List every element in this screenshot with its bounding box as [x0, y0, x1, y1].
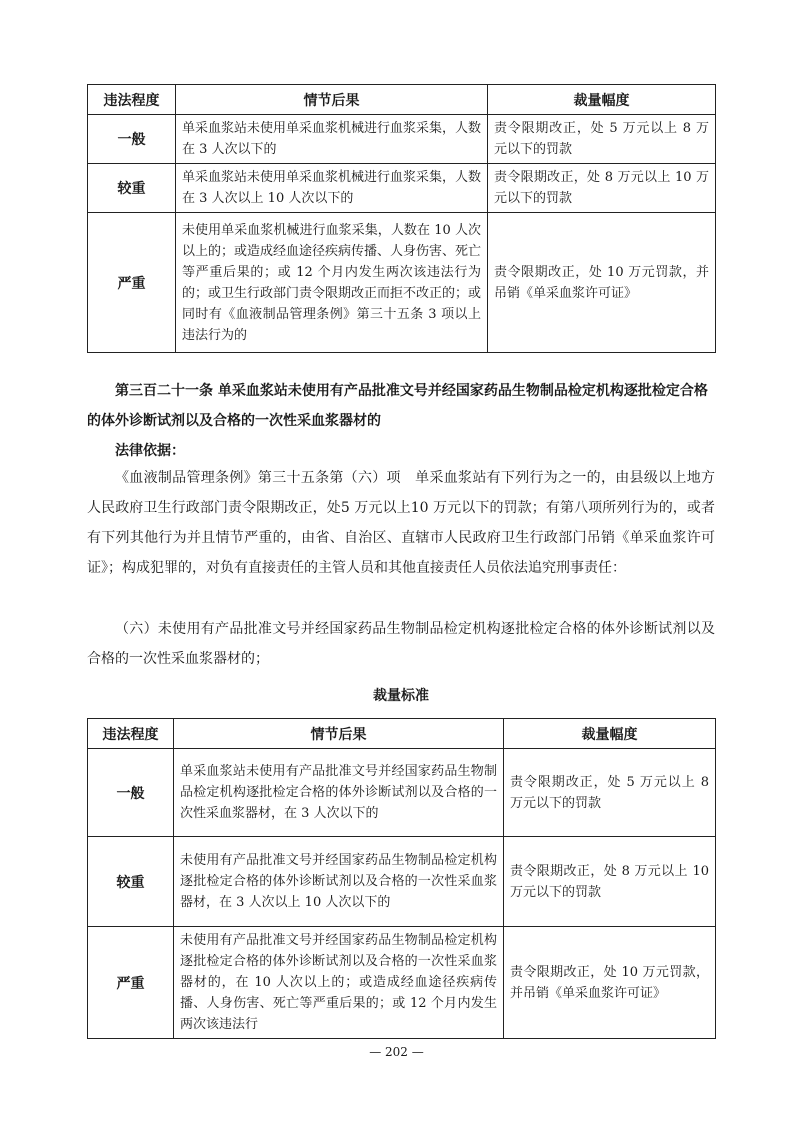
severity-cell: 严重	[88, 213, 176, 353]
circumstance-cell: 未使用有产品批准文号并经国家药品生物制品检定机构逐批检定合格的体外诊断试剂以及合格的一次性采血浆器材的，在 10 人次以上的；或造成经血途径疾病传播、人身伤害、死亡等严重后果的；或 12 个月内发生两次该违法行	[174, 927, 504, 1039]
header-severity: 违法程度	[88, 85, 176, 115]
legal-basis-label: 法律依据：	[115, 443, 185, 459]
legal-basis-paragraph: 《血液制品管理条例》第三十五条第（六）项 单采血浆站有下列行为之一的，由县级以上地方人民政府卫生行政部门责令限期改正，处5 万元以上10 万元以下的罚款；有第八项所列行为的，或者有下列其他行为并且情节严重的，由省、自治区、直辖市人民政府卫生行政部门吊销《单采血浆许可证》；构成犯罪的，对负有直接责任的主管人员和其他直接责任人员依法追究刑事责任：	[87, 470, 715, 576]
header-circumstance: 情节后果	[174, 719, 504, 749]
penalty-cell: 责令限期改正，处 8 万元以上 10 万元以下的罚款	[504, 837, 716, 927]
penalty-cell: 责令限期改正，处 10 万元罚款，并吊销《单采血浆许可证》	[488, 213, 716, 353]
penalty-cell: 责令限期改正，处 8 万元以上 10 万元以下的罚款	[488, 164, 716, 213]
penalty-cell: 责令限期改正，处 5 万元以上 8 万元以下的罚款	[488, 115, 716, 164]
header-penalty: 裁量幅度	[488, 85, 716, 115]
severity-cell: 较重	[88, 164, 176, 213]
severity-cell: 严重	[88, 927, 174, 1039]
table-row	[88, 213, 716, 353]
page-number: — 202 —	[369, 1045, 424, 1059]
standard-title: 裁量标准	[373, 688, 429, 704]
circumstance-cell: 单采血浆站未使用有产品批准文号并经国家药品生物制品检定机构逐批检定合格的体外诊断试剂以及合格的一次性采血浆器材，在 3 人次以下的	[174, 749, 504, 837]
discretion-table-2	[87, 718, 716, 1039]
circumstance-cell: 未使用有产品批准文号并经国家药品生物制品检定机构逐批检定合格的体外诊断试剂以及合格的一次性采血浆器材，在 3 人次以上 10 人次以下的	[174, 837, 504, 927]
severity-cell: 一般	[88, 115, 176, 164]
table-row	[88, 115, 716, 164]
table-header-row	[88, 719, 716, 749]
header-penalty: 裁量幅度	[504, 719, 716, 749]
penalty-cell: 责令限期改正，处 10 万元罚款，并吊销《单采血浆许可证》	[504, 927, 716, 1039]
penalty-cell: 责令限期改正，处 5 万元以上 8 万元以下的罚款	[504, 749, 716, 837]
table-row	[88, 749, 716, 837]
table-row	[88, 164, 716, 213]
discretion-table-1	[87, 84, 716, 353]
article-heading: 第三百二十一条 单采血浆站未使用有产品批准文号并经国家药品生物制品检定机构逐批检定合格的体外诊断试剂以及合格的一次性采血浆器材的	[87, 383, 708, 429]
circumstance-cell: 单采血浆站未使用单采血浆机械进行血浆采集，人数在 3 人次以上 10 人次以下的	[176, 164, 488, 213]
table-row	[88, 927, 716, 1039]
legal-clause-paragraph: （六）未使用有产品批准文号并经国家药品生物制品检定机构逐批检定合格的体外诊断试剂以及合格的一次性采血浆器材的；	[87, 621, 715, 667]
circumstance-cell: 单采血浆站未使用单采血浆机械进行血浆采集，人数在 3 人次以下的	[176, 115, 488, 164]
table-header-row	[88, 85, 716, 115]
circumstance-cell: 未使用单采血浆机械进行血浆采集，人数在 10 人次以上的；或造成经血途径疾病传播、人身伤害、死亡等严重后果的；或 12 个月内发生两次该违法行为的；或卫生行政部门责令限期改正而拒不改正的；或同时有《血液制品管理条例》第三十五条 3 项以上违法行为的	[176, 213, 488, 353]
severity-cell: 较重	[88, 837, 174, 927]
severity-cell: 一般	[88, 749, 174, 837]
table-row	[88, 837, 716, 927]
header-circumstance: 情节后果	[176, 85, 488, 115]
header-severity: 违法程度	[88, 719, 174, 749]
